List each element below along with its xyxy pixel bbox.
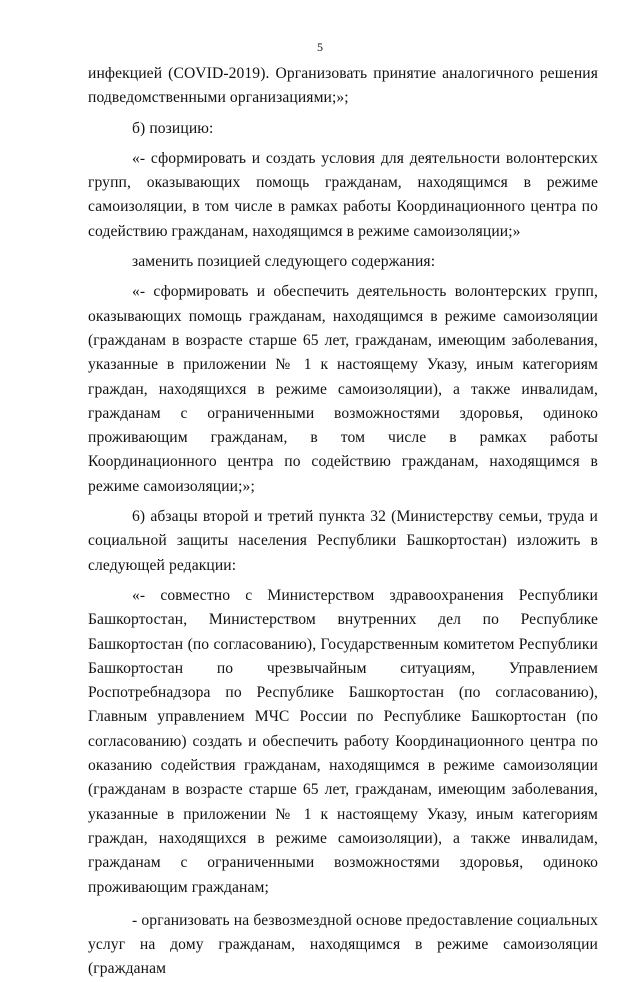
page-number: 5	[317, 40, 323, 54]
paragraph-item-6: 6) абзацы второй и третий пункта 32 (Министерству семьи, труда и социальной защиты населения Республики Башкортостан) изложить в следующей редакции:	[88, 508, 598, 574]
paragraph-new-volunteer-position: «- сформировать и обеспечить деятельность волонтерских групп, оказывающих помощь гражданам, находящимся в режиме самоизоляции (гражданам в возрасте старше 65 лет, гражданам, имеющим заболевания, указанные в приложении № 1 к настоящему Указу, иным категориям граждан, находящихся в режиме самоизоляции), а также инвалидам, гражданам с ограниченными возможностями здоровья, одиноко проживающим гражданам, в том числе в рамках работы Координационного центра по содействию гражданам, находящимся в режиме самоизоляции;»;	[88, 283, 598, 495]
document-body	[88, 62, 598, 982]
paragraph-social-services: - организовать на безвозмездной основе предоставление социальных услуг на дому гражданам, находящимся в режиме самоизоляции (гражданам	[88, 911, 598, 978]
paragraph-old-volunteer-position: «- сформировать и создать условия для деятельности волонтерских групп, оказывающих помощь гражданам, находящимся в режиме самоизоляции, в том числе в рамках работы Координационного центра по содействию гражданам, находящимся в режиме самоизоляции;»	[88, 149, 598, 240]
paragraph-replace-with: заменить позицией следующего содержания:	[132, 253, 436, 271]
paragraph-covid-decision: инфекцией (COVID-2019). Организовать принятие аналогичного решения подведомственными организациями;»;	[88, 65, 598, 107]
paragraph-coordination-center: «- совместно с Министерством здравоохранения Республики Башкортостан, Министерством внутренних дел по Республике Башкортостан (по согласованию), Государственным комитетом Республики Башкортостан по чрезвычайным ситуациям, Управлением Роспотребнадзора по Республике Башкортостан (по согласованию), Главным управлением МЧС России по Республике Башкортостан (по согласованию) создать и обеспечить работу Координационного центра по оказанию содействия гражданам, находящимся в режиме самоизоляции (гражданам в возрасте старше 65 лет, гражданам, имеющим заболевания, указанные в приложении № 1 к настоящему Указу, иным категориям граждан, находящихся в режиме самоизоляции), а также инвалидам, гражданам с ограниченными возможностями здоровья, одиноко проживающим гражданам;	[88, 586, 598, 896]
paragraph-subitem-b: б) позицию:	[132, 119, 214, 137]
